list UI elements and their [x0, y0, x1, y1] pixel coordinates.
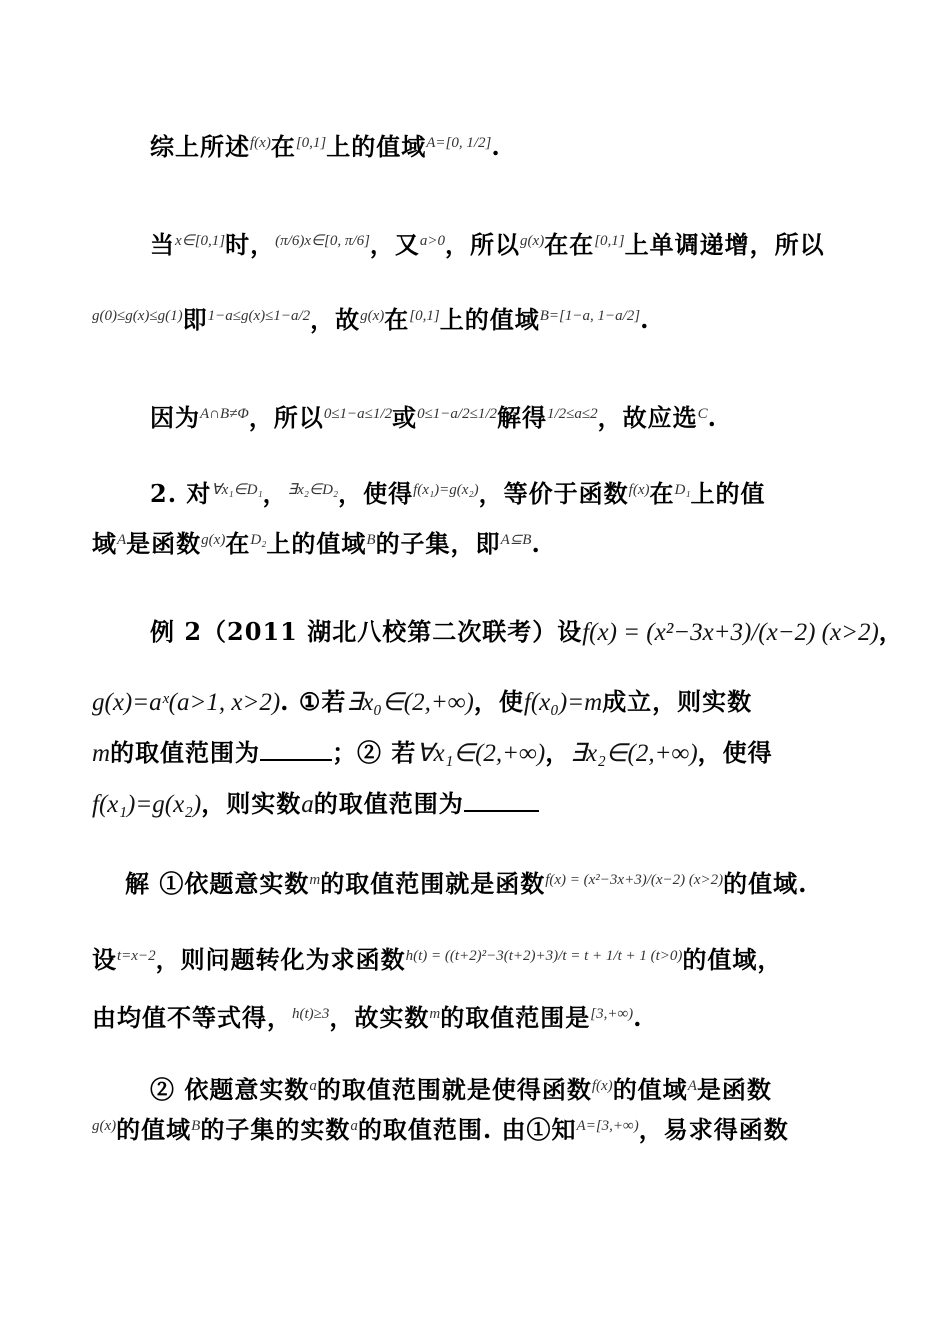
text-line-13 [92, 998, 643, 1033]
math-expression: A∩B≠Φ [200, 406, 249, 422]
text-segment: ② 依题意实数 [150, 1075, 310, 1104]
text-segment: . [531, 529, 541, 558]
math-expression: m [429, 1006, 441, 1022]
text-segment: 的取值范围为 [110, 738, 261, 767]
math-expression: [0,1] [594, 233, 625, 249]
text-segment: 上的值域 [439, 305, 540, 334]
math-expression: h(t)≥3 [292, 1006, 330, 1022]
math-expression: g(0)≤g(x)≤g(1) [92, 308, 183, 324]
text-segment: ；② 若 [332, 738, 417, 767]
text-segment: 域 [92, 529, 117, 558]
text-segment: 的取值范围是 [440, 1003, 591, 1032]
text-line-15 [92, 1110, 789, 1145]
text-segment: ，则实数 [201, 789, 302, 818]
text-segment: 上的值 [690, 479, 766, 508]
math-expression: A⊆B [500, 532, 532, 548]
math-expression: B [191, 1118, 201, 1134]
text-segment: ，所以 [248, 403, 324, 432]
math-expression: f(x₁)=g(x₂) [413, 482, 479, 498]
text-segment: 因为 [150, 403, 200, 432]
text-segment: 在 [270, 132, 296, 161]
text-segment: 的子集，即 [375, 529, 501, 558]
math-expression: m [92, 740, 111, 767]
text-segment: . [707, 403, 718, 432]
math-expression: g(x) [520, 233, 545, 249]
math-expression: 0≤1−a≤1/2 [323, 406, 393, 422]
math-expression: D₂ [250, 532, 267, 548]
math-expression: [3,+∞) [590, 1006, 634, 1022]
math-expression: ∃x₀∈(2,+∞) [346, 689, 474, 716]
math-expression: g(x)=aˣ(a>1, x>2) [92, 689, 281, 716]
math-expression: g(x) [201, 532, 226, 548]
answer-blank [260, 739, 332, 761]
text-segment: . ①若 [280, 687, 347, 716]
math-expression: g(x) [360, 308, 385, 324]
math-expression: a [301, 791, 314, 818]
text-line-8 [92, 682, 752, 717]
text-segment: 在 [225, 529, 251, 558]
text-segment: 由均值不等式得， [92, 1003, 292, 1032]
text-segment: ，等价于函数 [478, 479, 629, 508]
text-segment: 解得 [497, 403, 547, 432]
text-segment: 的取值范围就是使得函数 [316, 1075, 592, 1104]
text-segment: 的子集的实数 [200, 1115, 351, 1144]
text-segment: 或 [392, 403, 418, 432]
math-expression: (π/6)x∈[0, π/6] [275, 233, 370, 249]
text-segment: 的取值范围. 由①知 [357, 1115, 577, 1144]
text-line-7 [150, 612, 904, 647]
text-segment: 上的值域 [326, 132, 427, 161]
text-segment: ，则问题转化为求函数 [155, 945, 406, 974]
math-expression: x∈[0,1] [175, 233, 226, 249]
math-expression: [0,1] [409, 308, 440, 324]
text-line-1 [150, 127, 501, 162]
text-segment: 成立，则实数 [602, 687, 753, 716]
text-segment: . [491, 132, 501, 161]
text-segment: ，所以 [445, 230, 521, 259]
math-expression: 1/2≤a≤2 [547, 406, 598, 422]
text-segment: ，使 [473, 687, 524, 716]
math-expression: a [309, 1078, 317, 1094]
text-segment: ，易求得函数 [638, 1115, 789, 1144]
math-expression: t=x−2 [117, 948, 156, 964]
math-expression: f(x₀)=m [523, 689, 603, 716]
text-line-12 [92, 940, 782, 975]
text-line-6 [92, 524, 541, 559]
math-expression: B [366, 532, 376, 548]
text-segment: 上单调递增，所以 [624, 230, 825, 259]
text-segment: 解 ①依题意实数 [125, 869, 310, 898]
text-segment: 的值域 [116, 1115, 192, 1144]
math-expression: ∃x₂∈(2,+∞) [570, 740, 698, 767]
text-segment: 的值域 [612, 1075, 688, 1104]
math-expression: A=[3,+∞) [576, 1118, 639, 1134]
text-line-14 [150, 1070, 772, 1105]
math-expression: ∀x₁∈D₁ [211, 482, 263, 498]
text-segment: 的值域. [723, 869, 808, 898]
math-expression: B=[1−a, 1−a/2] [539, 308, 641, 324]
math-expression: f(x) = (x²−3x+3)/(x−2) (x>2) [582, 619, 879, 646]
text-line-4 [150, 398, 717, 433]
text-segment: 上的值域 [266, 529, 367, 558]
text-line-5 [150, 474, 766, 509]
math-expression: ∃x₂∈D₂ [287, 482, 339, 498]
math-expression: A [117, 532, 127, 548]
math-expression: g(x) [92, 1118, 117, 1134]
text-segment: 当 [150, 230, 175, 259]
text-segment: ，使得 [697, 738, 773, 767]
text-segment: ， [262, 479, 288, 508]
text-line-10 [92, 784, 539, 819]
text-segment: 是函数 [126, 529, 202, 558]
math-expression: 0≤1−a/2≤1/2 [417, 406, 497, 422]
text-line-11 [125, 864, 808, 899]
math-expression: A [687, 1078, 697, 1094]
text-line-9 [92, 733, 773, 768]
text-line-3 [92, 300, 649, 335]
math-expression: 1−a≤g(x)≤1−a/2 [207, 308, 311, 324]
answer-blank [464, 790, 539, 812]
text-segment: . [640, 305, 650, 334]
text-segment: 综上所述 [150, 132, 250, 161]
text-segment: 的取值范围为 [313, 789, 464, 818]
math-expression: a [350, 1118, 358, 1134]
text-line-2 [150, 225, 825, 260]
math-expression: h(t) = ((t+2)²−3(t+2)+3)/t = t + 1/t + 1 (t>0) [405, 948, 683, 964]
math-expression: m [309, 872, 321, 888]
math-expression: f(x) [250, 135, 271, 151]
math-expression: a>0 [419, 233, 446, 249]
text-segment: 2. 对 [150, 479, 212, 508]
text-segment: ，又 [369, 230, 420, 259]
text-segment: ， [545, 738, 571, 767]
text-segment: 在 [384, 305, 410, 334]
text-segment: 的值域， [682, 945, 783, 974]
text-segment: 在 [649, 479, 675, 508]
text-segment: 是函数 [696, 1075, 772, 1104]
text-segment: 时， [225, 230, 276, 259]
text-segment: ，故 [310, 305, 361, 334]
math-expression: D₁ [674, 482, 691, 498]
text-segment: ，故应选 [597, 403, 698, 432]
math-expression: f(x) = (x²−3x+3)/(x−2) (x>2) [545, 872, 724, 888]
math-expression: ∀x₁∈(2,+∞) [416, 740, 546, 767]
math-expression: f(x₁)=g(x₂) [92, 791, 202, 818]
math-expression: A=[0, 1/2] [426, 135, 492, 151]
math-expression: f(x) [628, 482, 650, 498]
text-segment: ， [878, 617, 904, 646]
math-expression: f(x) [591, 1078, 613, 1094]
math-expression: C [697, 406, 708, 422]
text-segment: ，故实数 [329, 1003, 430, 1032]
math-expression: [0,1] [295, 135, 327, 151]
text-segment: 设 [92, 945, 117, 974]
text-segment: 即 [182, 305, 208, 334]
text-segment: 在在 [544, 230, 595, 259]
text-segment: . [633, 1003, 643, 1032]
text-segment: 例 2（2011 湖北八校第二次联考）设 [150, 617, 583, 646]
text-segment: ，使得 [338, 479, 414, 508]
text-segment: 的取值范围就是函数 [320, 869, 546, 898]
